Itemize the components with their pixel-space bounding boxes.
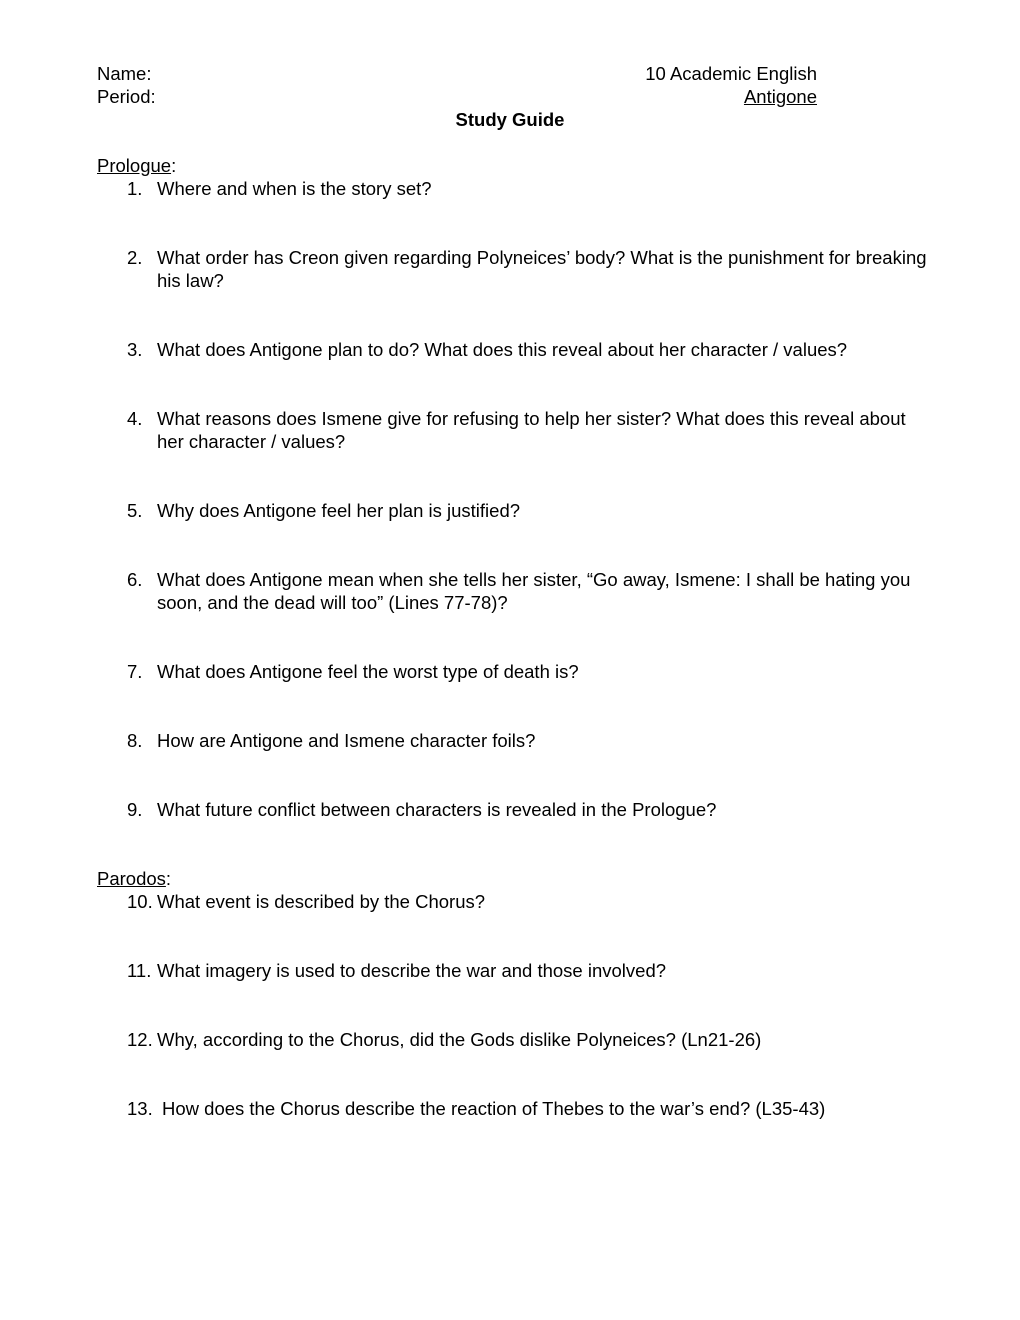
section-heading-parodos — [97, 867, 171, 890]
question-number: 4. — [127, 408, 143, 429]
question-text: Where and when is the story set? — [157, 178, 432, 199]
question-item — [127, 660, 927, 683]
question-item — [127, 568, 927, 614]
section-heading-text: Parodos — [97, 868, 166, 889]
section-heading-prologue — [97, 154, 176, 177]
question-number: 12. — [127, 1029, 153, 1050]
question-text: How are Antigone and Ismene character foils? — [157, 730, 536, 751]
question-number: 7. — [127, 661, 143, 682]
question-text: How does the Chorus describe the reaction of Thebes to the war’s end? (L35-43) — [162, 1098, 826, 1119]
name-label: Name: — [97, 63, 152, 84]
question-number: 8. — [127, 730, 143, 751]
question-item — [127, 798, 927, 821]
question-item — [127, 177, 927, 200]
question-text: What order has Creon given regarding Polyneices’ body? What is the punishment for breaking his law? — [157, 247, 927, 291]
question-item — [127, 1028, 927, 1051]
section-heading-text: Prologue — [97, 155, 172, 176]
question-item — [127, 246, 927, 292]
question-number: 10. — [127, 891, 153, 912]
section-heading-colon: : — [165, 868, 172, 889]
question-number: 5. — [127, 500, 143, 521]
question-item — [127, 407, 927, 453]
question-item — [127, 959, 927, 982]
question-text: What does Antigone plan to do? What does this reveal about her character / values? — [157, 339, 848, 360]
question-number: 1. — [127, 178, 143, 199]
page-title: Study Guide — [455, 109, 565, 130]
period-label: Period: — [97, 86, 156, 107]
question-text: Why, according to the Chorus, did the Gods dislike Polyneices? (Ln21-26) — [157, 1029, 762, 1050]
question-text: What imagery is used to describe the war and those involved? — [157, 960, 667, 981]
question-item — [127, 890, 927, 913]
question-item — [127, 338, 927, 361]
question-text: What does Antigone feel the worst type of death is? — [157, 661, 579, 682]
question-number: 6. — [127, 569, 143, 590]
book-title: Antigone — [743, 86, 817, 107]
course-title: 10 Academic English — [645, 63, 817, 84]
question-text: What event is described by the Chorus? — [157, 891, 486, 912]
question-text: What future conflict between characters is revealed in the Prologue? — [157, 799, 717, 820]
question-number: 11. — [127, 960, 152, 981]
question-item — [127, 499, 927, 522]
question-number: 3. — [127, 339, 143, 360]
question-number: 9. — [127, 799, 143, 820]
question-text: What reasons does Ismene give for refusing to help her sister? What does this reveal about her character / values? — [157, 408, 906, 452]
question-text: What does Antigone mean when she tells her sister, “Go away, Ismene: I shall be hating you soon, and the dead will too” (Lines 77-78)? — [157, 569, 911, 613]
question-item — [127, 729, 927, 752]
section-heading-colon: : — [171, 155, 177, 176]
question-item — [127, 1097, 927, 1120]
question-number: 13. — [127, 1098, 153, 1119]
question-text: Why does Antigone feel her plan is justified? — [157, 500, 521, 521]
question-number: 2. — [127, 247, 143, 268]
